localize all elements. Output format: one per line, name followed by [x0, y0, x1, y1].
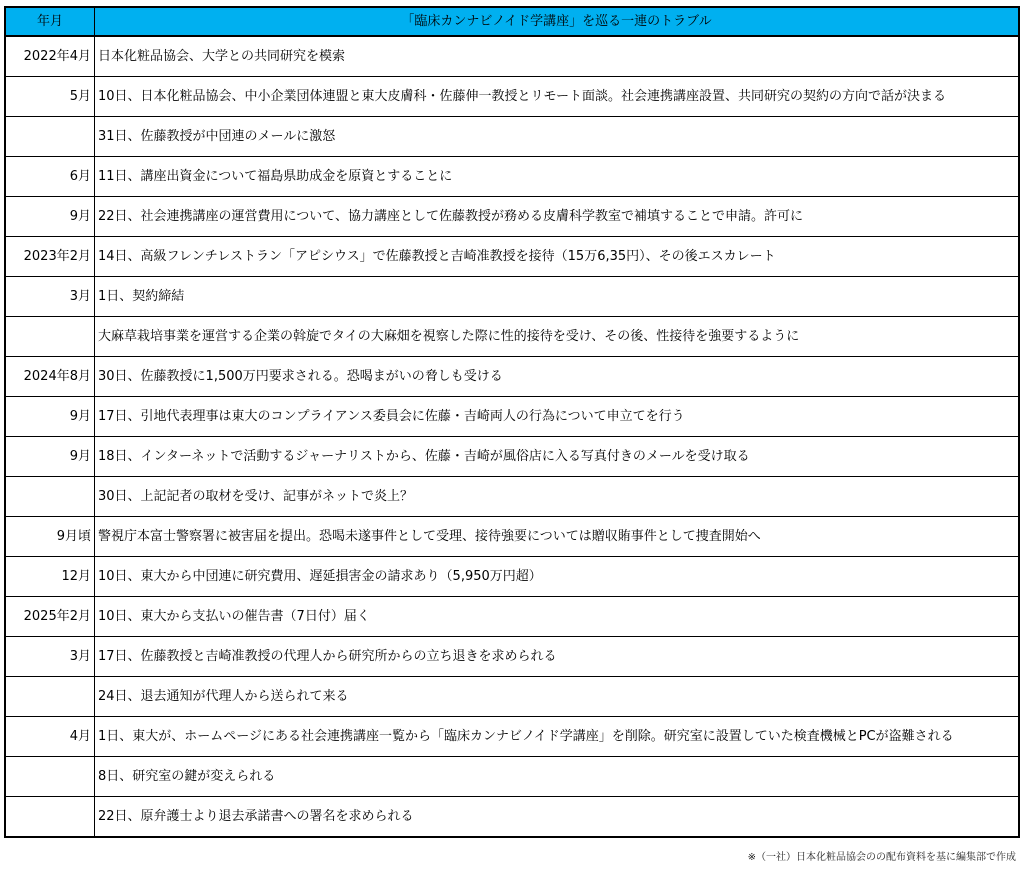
table-row	[5, 157, 1019, 197]
source-note: ※（一社）日本化粧品協会のの配布資料を基に編集部で作成	[747, 852, 1016, 863]
header-date: 年月	[5, 7, 95, 36]
table-row	[5, 797, 1019, 838]
row-event: 30日、佐藤教授に1,500万円要求される。恐喝まがいの脅しも受ける	[95, 357, 1020, 397]
row-date: 2022年4月	[5, 36, 95, 77]
row-date: 9月頃	[5, 517, 95, 557]
row-date: 3月	[5, 277, 95, 317]
row-date	[5, 477, 95, 517]
row-date: 12月	[5, 557, 95, 597]
table-row	[5, 357, 1019, 397]
row-date: 9月	[5, 397, 95, 437]
row-date	[5, 677, 95, 717]
row-date: 4月	[5, 717, 95, 757]
row-event: 11日、講座出資金について福島県助成金を原資とすることに	[95, 157, 1020, 197]
row-date: 2025年2月	[5, 597, 95, 637]
table-row	[5, 237, 1019, 277]
table-row	[5, 637, 1019, 677]
row-event: 17日、佐藤教授と吉崎准教授の代理人から研究所からの立ち退きを求められる	[95, 637, 1020, 677]
timeline-sheet	[4, 6, 1020, 838]
header-event: 「臨床カンナビノイド学講座」を巡る一連のトラブル	[95, 7, 1020, 36]
row-date: 2023年2月	[5, 237, 95, 277]
row-event: 31日、佐藤教授が中団連のメールに激怒	[95, 117, 1020, 157]
table-row	[5, 197, 1019, 237]
table-row	[5, 717, 1019, 757]
row-date: 9月	[5, 437, 95, 477]
row-date	[5, 117, 95, 157]
row-date: 2024年8月	[5, 357, 95, 397]
row-event: 1日、契約締結	[95, 277, 1020, 317]
table-row	[5, 677, 1019, 717]
row-date	[5, 797, 95, 838]
row-event: 10日、東大から中団連に研究費用、遅延損害金の請求あり（5,950万円超）	[95, 557, 1020, 597]
table-row	[5, 317, 1019, 357]
row-event: 10日、東大から支払いの催告書（7日付）届く	[95, 597, 1020, 637]
row-date: 9月	[5, 197, 95, 237]
table-row	[5, 36, 1019, 77]
row-date	[5, 757, 95, 797]
row-date	[5, 317, 95, 357]
timeline-table	[4, 6, 1020, 838]
table-row	[5, 77, 1019, 117]
row-event: 17日、引地代表理事は東大のコンプライアンス委員会に佐藤・吉崎両人の行為について申立てを行う	[95, 397, 1020, 437]
row-event: 10日、日本化粧品協会、中小企業団体連盟と東大皮膚科・佐藤伸一教授とリモート面談。社会連携講座設置、共同研究の契約の方向で話が決まる	[95, 77, 1020, 117]
row-event: 30日、上記記者の取材を受け、記事がネットで炎上？	[95, 477, 1020, 517]
row-date: 6月	[5, 157, 95, 197]
row-event: 18日、インターネットで活動するジャーナリストから、佐藤・吉崎が風俗店に入る写真付きのメールを受け取る	[95, 437, 1020, 477]
row-date: 3月	[5, 637, 95, 677]
header-row	[5, 7, 1019, 36]
row-event: 大麻草栽培事業を運営する企業の斡旋でタイの大麻畑を視察した際に性的接待を受け、その後、性接待を強要するように	[95, 317, 1020, 357]
table-row	[5, 117, 1019, 157]
table-row	[5, 557, 1019, 597]
row-event: 22日、原弁護士より退去承諾書への署名を求められる	[95, 797, 1020, 838]
table-row	[5, 477, 1019, 517]
row-event: 8日、研究室の鍵が変えられる	[95, 757, 1020, 797]
row-event: 22日、社会連携講座の運営費用について、協力講座として佐藤教授が務める皮膚科学教室で補填することで申請。許可に	[95, 197, 1020, 237]
row-event: 24日、退去通知が代理人から送られて来る	[95, 677, 1020, 717]
timeline-rows	[5, 36, 1019, 837]
table-row	[5, 517, 1019, 557]
row-event: 14日、高級フレンチレストラン「アピシウス」で佐藤教授と吉崎准教授を接待（15万6,35円）、その後エスカレート	[95, 237, 1020, 277]
table-row	[5, 437, 1019, 477]
table-row	[5, 397, 1019, 437]
row-date: 5月	[5, 77, 95, 117]
row-event: 1日、東大が、ホームページにある社会連携講座一覧から「臨床カンナビノイド学講座」を削除。研究室に設置していた検査機械とPCが盗難される	[95, 717, 1020, 757]
table-row	[5, 757, 1019, 797]
table-row	[5, 597, 1019, 637]
table-row	[5, 277, 1019, 317]
row-event: 日本化粧品協会、大学との共同研究を模索	[95, 36, 1020, 77]
row-event: 警視庁本富士警察署に被害届を提出。恐喝未遂事件として受理、接待強要については贈収賄事件として捜査開始へ	[95, 517, 1020, 557]
